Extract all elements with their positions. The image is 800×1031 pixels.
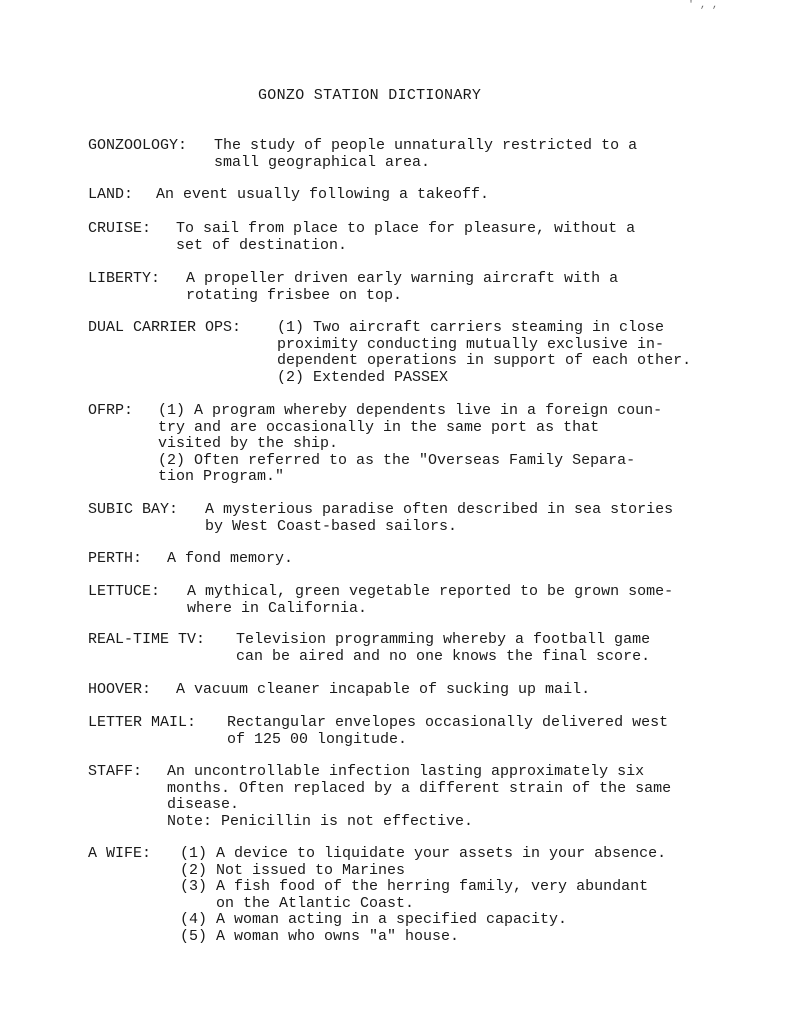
entry-gonzoology (88, 138, 637, 171)
definition-line: (5) A woman who owns "a" house. (180, 927, 460, 945)
entry-definition (167, 764, 671, 830)
entry-definition (176, 682, 590, 699)
entry-term: A WIFE: (88, 845, 152, 862)
definition-line: tion Program." (158, 468, 285, 485)
entry-dual-carrier-ops (88, 320, 691, 386)
definition-line: Television programming whereby a football game (236, 631, 651, 648)
definition-line: (2) Not issued to Marines (180, 861, 406, 879)
entry-term: CRUISE: (88, 220, 152, 237)
definition-line: (2) Often referred to as the "Overseas Family Separa- (158, 451, 636, 469)
definition-line: (1) Two aircraft carriers steaming in close (277, 319, 665, 336)
corner-marks: ' , , (688, 0, 719, 11)
definition-line: proximity conducting mutually exclusive in- (277, 335, 665, 353)
definition-line: dependent operations in support of each other. (277, 352, 692, 369)
entry-term: HOOVER: (88, 681, 152, 698)
definition-line: Note: Penicillin is not effective. (167, 812, 474, 830)
entry-definition (176, 221, 635, 254)
entry-definition (277, 320, 691, 386)
entry-term: LETTUCE: (88, 583, 161, 600)
definition-line: try and are occasionally in the same port as that (158, 418, 600, 436)
entry-definition (167, 551, 293, 568)
entry-hoover (88, 682, 590, 699)
definition-line: of 125 00 longitude. (227, 730, 408, 748)
definition-line: disease. (167, 796, 240, 813)
definition-line: A fond memory. (167, 550, 294, 567)
entry-lettuce (88, 584, 673, 617)
definition-line: months. Often replaced by a different strain of the same (167, 779, 672, 797)
definition-line: An event usually following a takeoff. (156, 186, 490, 203)
entry-term: REAL-TIME TV: (88, 631, 206, 648)
entry-letter-mail (88, 715, 668, 748)
definition-line: rotating frisbee on top. (186, 286, 403, 304)
definition-line: (4) A woman acting in a specified capacity. (180, 911, 568, 928)
entry-definition (186, 271, 618, 304)
entry-real-time-tv (88, 632, 650, 665)
definition-line: set of destination. (176, 236, 348, 254)
definition-line: (2) Extended PASSEX (277, 368, 449, 386)
definition-line: Rectangular envelopes occasionally delivered west (227, 714, 669, 731)
definition-line: A mythical, green vegetable reported to be grown some- (187, 583, 674, 600)
entry-definition (156, 187, 489, 204)
entry-a-wife (88, 846, 666, 945)
page-title: GONZO STATION DICTIONARY (258, 87, 482, 104)
entry-definition (236, 632, 650, 665)
definition-line: The study of people unnaturally restricted to a (214, 137, 638, 154)
entry-term: GONZOOLOGY: (88, 137, 188, 154)
definition-line: A propeller driven early warning aircraft with a (186, 270, 619, 287)
definition-line: A vacuum cleaner incapable of sucking up mail. (176, 681, 591, 698)
definition-line: (1) A program whereby dependents live in a foreign coun- (158, 402, 663, 419)
entry-land (88, 187, 489, 204)
entry-liberty (88, 271, 618, 304)
definition-line: where in California. (187, 599, 368, 617)
definition-line: on the Atlantic Coast. (180, 894, 415, 912)
definition-line: visited by the ship. (158, 435, 339, 452)
definition-line: An uncontrollable infection lasting approximately six (167, 763, 645, 780)
definition-line: To sail from place to place for pleasure, without a (176, 220, 636, 237)
entry-definition (180, 846, 666, 945)
entry-perth (88, 551, 293, 568)
entry-staff (88, 764, 671, 830)
entry-term: SUBIC BAY: (88, 501, 179, 518)
entry-definition (227, 715, 668, 748)
definition-line: (3) A fish food of the herring family, very abundant (180, 878, 649, 895)
entry-term: DUAL CARRIER OPS: (88, 319, 242, 336)
entry-definition (158, 403, 662, 486)
definition-line: by West Coast-based sailors. (205, 517, 458, 535)
entry-term: LETTER MAIL: (88, 714, 197, 731)
entry-definition (187, 584, 673, 617)
definition-line: (1) A device to liquidate your assets in your absence. (180, 845, 667, 862)
definition-line: small geographical area. (214, 153, 431, 171)
entry-ofrp (88, 403, 662, 486)
entry-term: LAND: (88, 186, 134, 203)
entry-definition (214, 138, 637, 171)
definition-line: can be aired and no one knows the final score. (236, 647, 651, 665)
entry-term: LIBERTY: (88, 270, 161, 287)
entry-term: PERTH: (88, 550, 143, 567)
entry-term: OFRP: (88, 402, 134, 419)
definition-line: A mysterious paradise often described in sea stories (205, 501, 674, 518)
entry-subic-bay (88, 502, 673, 535)
entry-definition (205, 502, 673, 535)
entry-term: STAFF: (88, 763, 143, 780)
entry-cruise (88, 221, 635, 254)
